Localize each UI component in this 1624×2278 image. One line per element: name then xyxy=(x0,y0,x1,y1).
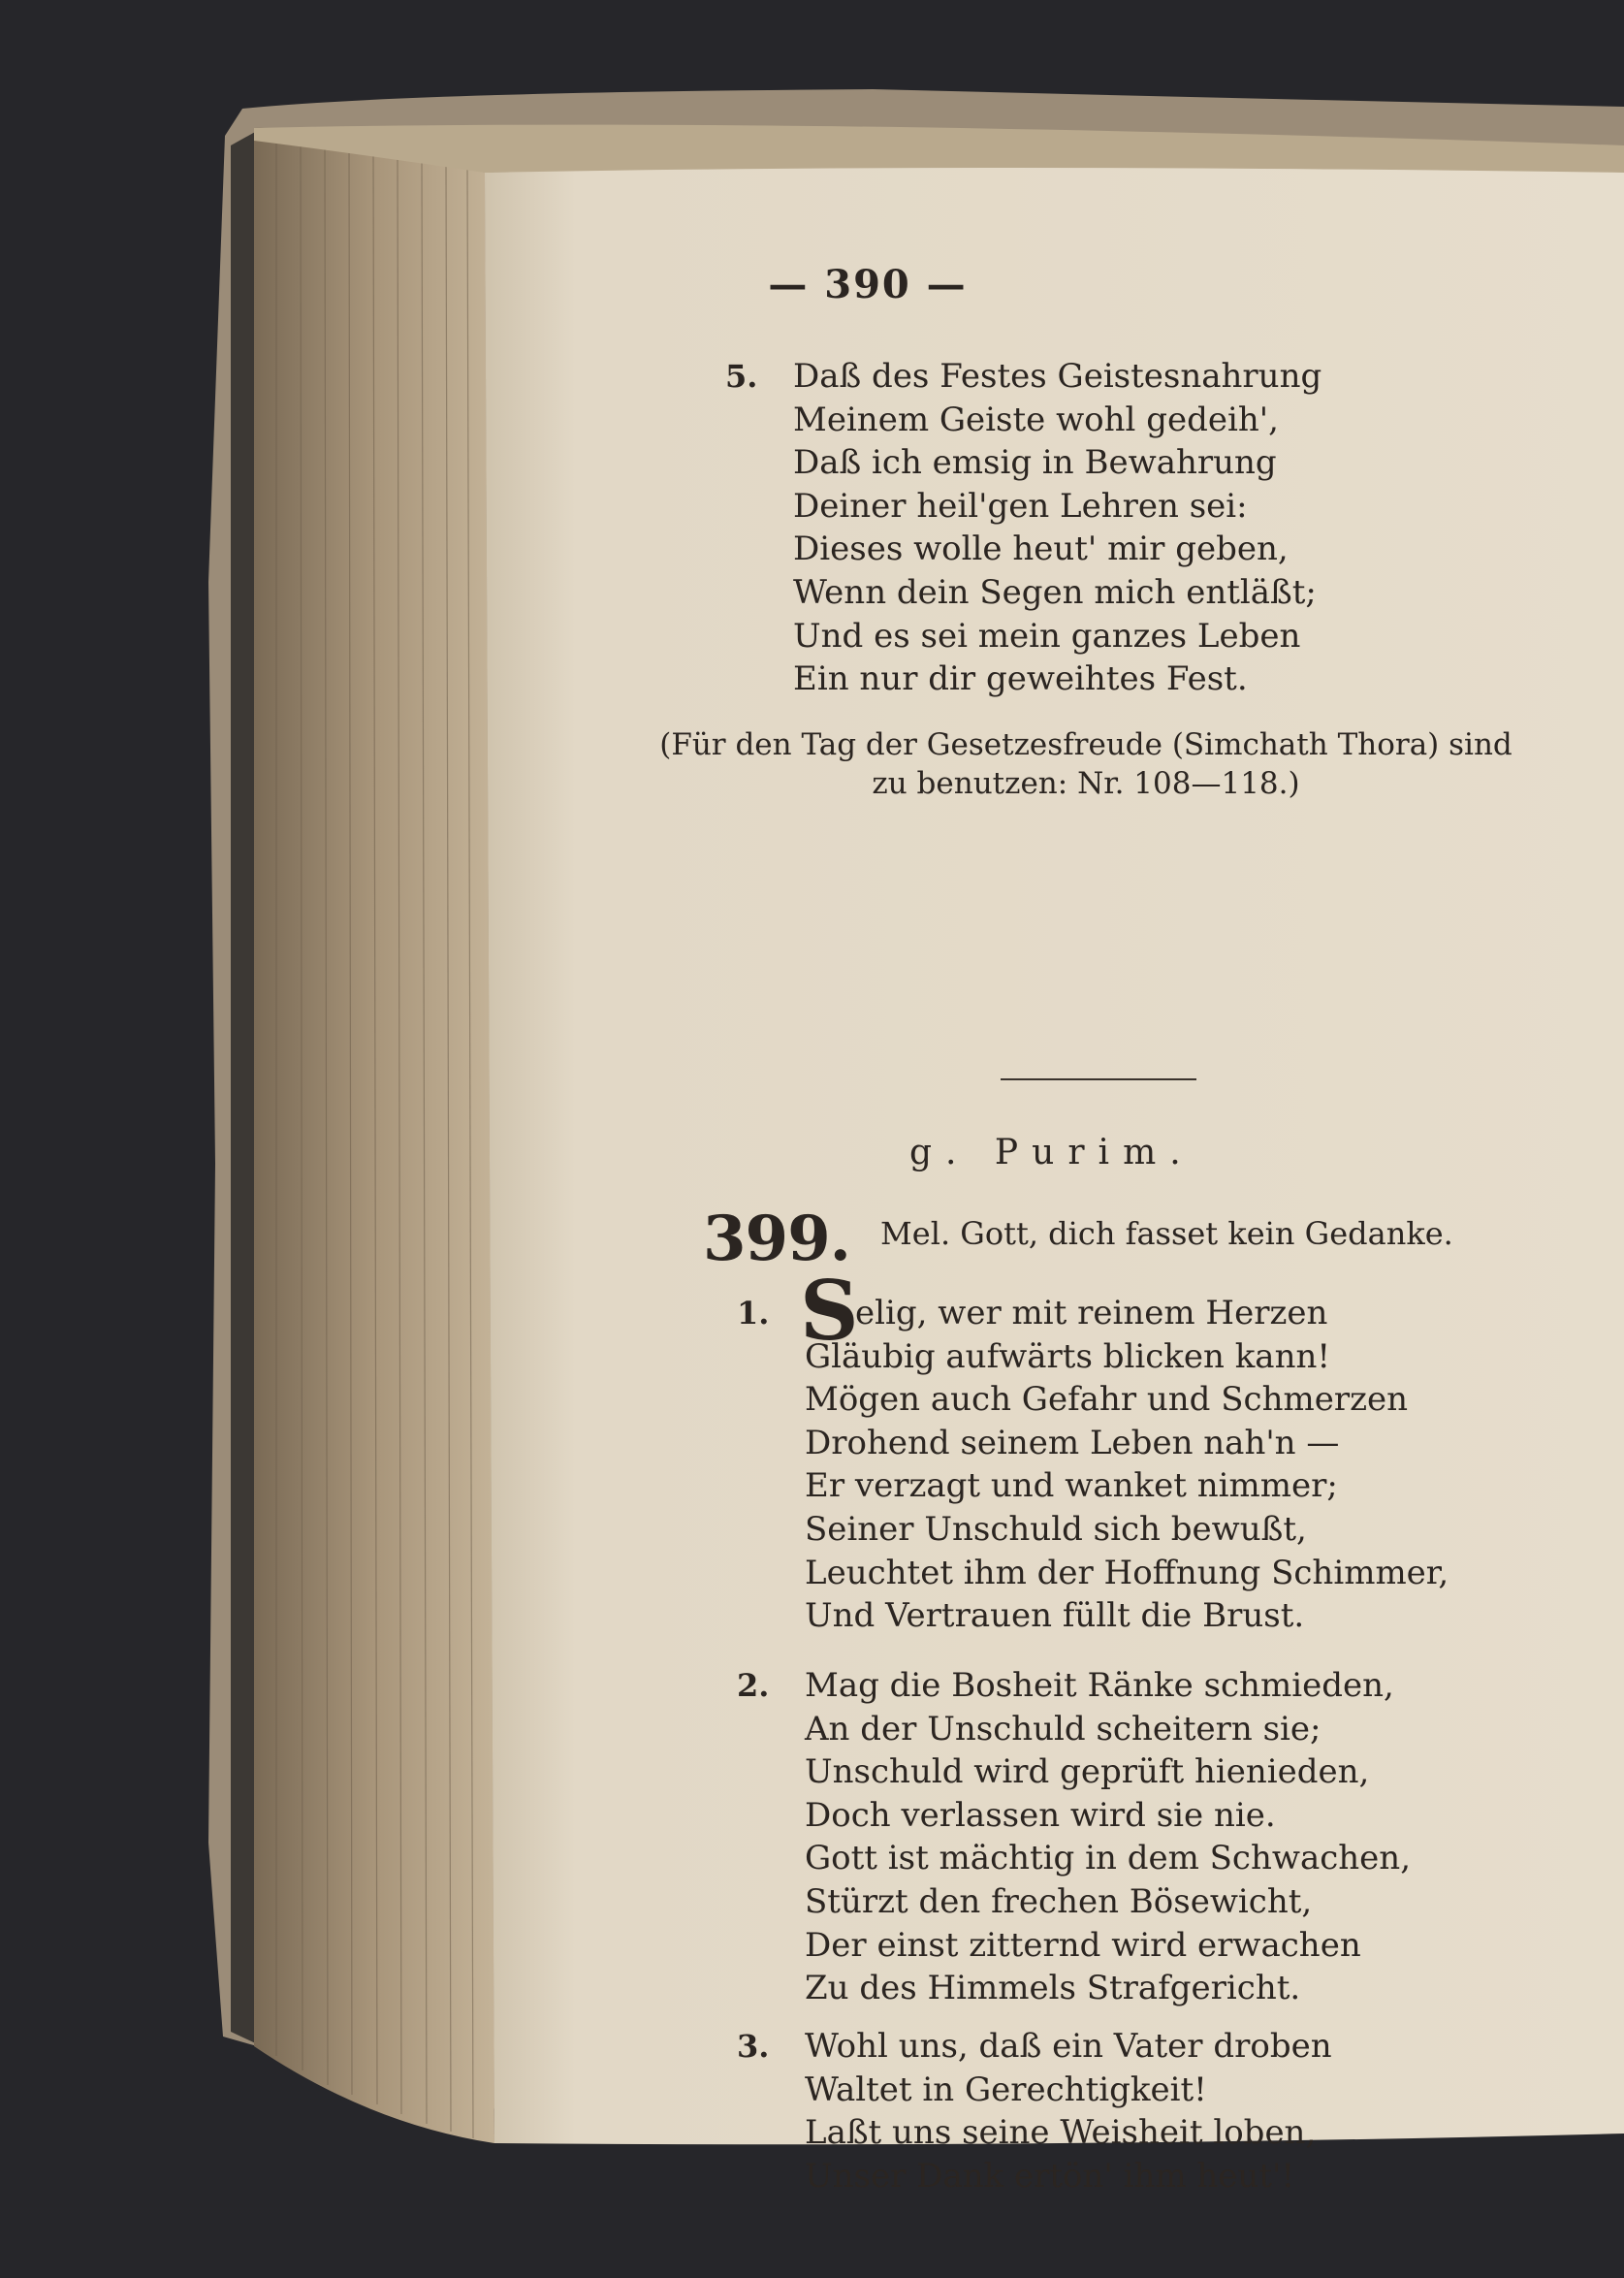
hymn-number: 399. xyxy=(703,1203,850,1275)
verse-line: Daß ich emsig in Bewahrung xyxy=(793,443,1277,483)
verse-line: Gott ist mächtig in dem Schwachen, xyxy=(805,1839,1411,1878)
verse-line: Daß des Festes Geistesnahrung xyxy=(793,357,1322,396)
verse-line: Unschuld wird geprüft hienieden, xyxy=(805,1752,1370,1792)
verse-line: Gläubig aufwärts blicken kann! xyxy=(805,1336,1331,1376)
verse-line: Er verzagt und wanket nimmer; xyxy=(805,1466,1338,1506)
verse-line: Zu des Himmels Strafgericht. xyxy=(805,1969,1301,2008)
note xyxy=(640,725,1532,803)
page-number: — 390 — xyxy=(768,262,968,307)
note-line: (Für den Tag der Gesetzesfreude (Simchath Thora) sind xyxy=(659,727,1513,762)
verse-line: Doch verlassen wird sie nie. xyxy=(805,1795,1276,1835)
verse-line: Wenn dein Segen mich entläßt; xyxy=(793,573,1317,612)
stanza-number: 5. xyxy=(725,358,758,395)
verse-line: Unser Dank ertön' ihm heut'! xyxy=(805,2156,1294,2196)
verse-line: Leuchtet ihm der Hoffnung Schimmer, xyxy=(805,1553,1449,1592)
stanza-number: 1. xyxy=(737,1295,770,1332)
verse-line: Wohl uns, daß ein Vater droben xyxy=(805,2027,1332,2066)
verse-line: Deiner heil'gen Lehren sei: xyxy=(793,486,1248,526)
verse-line: An der Unschuld scheitern sie; xyxy=(805,1709,1321,1749)
verse-line: Laßt uns seine Weisheit loben, xyxy=(805,2113,1317,2153)
verse-line: elig, wer mit reinem Herzen xyxy=(855,1294,1328,1332)
hymn-melody: Mel. Gott, dich fasset kein Gedanke. xyxy=(880,1215,1453,1252)
stanza-2 xyxy=(737,1664,1609,2013)
stanza-number: 3. xyxy=(737,2028,770,2065)
note-line: zu benutzen: Nr. 108—118.) xyxy=(872,766,1300,801)
divider xyxy=(1001,1078,1196,1080)
stanza-3 xyxy=(737,2025,1609,2209)
section-heading: g. Purim. xyxy=(909,1133,1194,1172)
verse-line: Und es sei mein ganzes Leben xyxy=(793,616,1301,656)
verse-line: Der einst zitternd wird erwachen xyxy=(805,1925,1361,1965)
verse-line: Seiner Unschuld sich bewußt, xyxy=(805,1510,1307,1549)
verse-line: Und Vertrauen füllt die Brust. xyxy=(805,1596,1305,1636)
verse-line: Waltet in Gerechtigkeit! xyxy=(805,2069,1207,2109)
dropcap: S xyxy=(800,1263,859,1359)
verse-line: Meinem Geiste wohl gedeih', xyxy=(793,400,1279,439)
stanza-number: 2. xyxy=(737,1667,770,1704)
verse-line: Dieses wolle heut' mir geben, xyxy=(793,529,1289,569)
verse-line: Mag die Bosheit Ränke schmieden, xyxy=(805,1666,1394,1705)
stanza-5 xyxy=(725,355,1598,704)
verse-line: Ein nur dir geweihtes Fest. xyxy=(793,659,1248,699)
verse-line: Mögen auch Gefahr und Schmerzen xyxy=(805,1380,1409,1420)
stanza-1 xyxy=(737,1292,1609,1641)
page-content xyxy=(504,233,1551,2196)
verse-line: Stürzt den frechen Bösewicht, xyxy=(805,1882,1313,1921)
verse-line: Drohend seinem Leben nah'n — xyxy=(805,1423,1340,1462)
